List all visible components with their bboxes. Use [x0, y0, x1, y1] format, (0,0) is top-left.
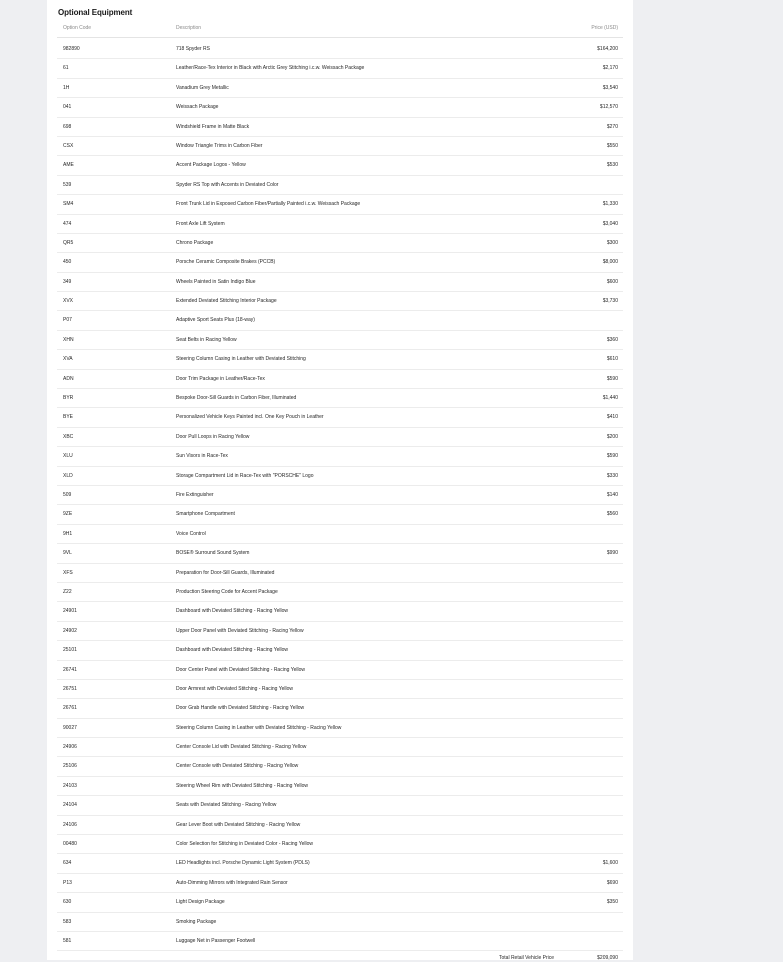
table-row: [57, 273, 623, 292]
description-cell: Extended Deviated Stitching Interior Package: [176, 298, 277, 305]
description-cell: Front Axle Lift System: [176, 220, 225, 227]
description-cell: Front Trunk Lid in Exposed Carbon Fiber/Partially Painted i.c.w. Weissach Package: [176, 201, 361, 208]
price-cell: $270: [606, 123, 618, 130]
table-row: [57, 253, 623, 272]
table-row: [57, 796, 623, 815]
description-cell: Chrono Package: [176, 239, 214, 246]
description-cell: Upper Door Panel with Deviated Stitching - Racing Yellow: [176, 627, 304, 634]
price-cell: $200: [606, 433, 618, 440]
price-cell: $12,570: [599, 104, 618, 111]
table-row: [57, 564, 623, 583]
option-code-cell: 61: [63, 65, 69, 72]
price-cell: $560: [606, 511, 618, 518]
price-cell: $530: [606, 162, 618, 169]
price-cell: $690: [606, 879, 618, 886]
option-code-cell: 24906: [63, 744, 77, 751]
description-cell: Auto-Dimming Mirrors with Integrated Rain Sensor: [176, 879, 288, 886]
total-row: [57, 952, 623, 962]
table-row: [57, 195, 623, 214]
option-code-cell: XFS: [63, 569, 73, 576]
price-cell: $300: [606, 239, 618, 246]
option-code-cell: 26751: [63, 685, 77, 692]
description-cell: Door Center Panel with Deviated Stitching - Racing Yellow: [176, 666, 305, 673]
description-cell: Storage Compartment Lid in Race-Tex with "PORSCHE" Logo: [176, 472, 314, 479]
column-header-description: Description: [176, 25, 202, 31]
column-header-price: Price (USD): [591, 25, 618, 31]
option-code-cell: 9ZE: [63, 511, 73, 518]
table-row: [57, 467, 623, 486]
description-cell: Accent Package Logos - Yellow: [176, 162, 246, 169]
price-cell: $8,000: [602, 259, 618, 266]
description-cell: Door Grab Handle with Deviated Stitching - Racing Yellow: [176, 705, 305, 712]
price-cell: $590: [606, 453, 618, 460]
description-cell: Center Console with Deviated Stitching - Racing Yellow: [176, 763, 299, 770]
table-row: [57, 583, 623, 602]
description-cell: LED Headlights incl. Porsche Dynamic Light System (PDLS): [176, 860, 310, 867]
description-cell: Smartphone Compartment: [176, 511, 235, 518]
description-cell: Sun Visors in Race-Tex: [176, 453, 228, 460]
description-cell: BOSE® Surround Sound System: [176, 550, 250, 557]
price-cell: $600: [606, 278, 618, 285]
option-code-cell: 25106: [63, 763, 77, 770]
description-cell: Door Pull Loops in Racing Yellow: [176, 433, 250, 440]
equipment-table-body: [57, 40, 623, 951]
option-code-cell: AME: [63, 162, 74, 169]
description-cell: Center Console Lid with Deviated Stitching - Racing Yellow: [176, 744, 307, 751]
table-row: [57, 331, 623, 350]
option-code-cell: XVA: [63, 356, 73, 363]
option-code-cell: P07: [63, 317, 72, 324]
option-code-cell: Z22: [63, 588, 72, 595]
option-code-cell: 9H1: [63, 530, 73, 537]
table-row: [57, 370, 623, 389]
description-cell: Leather/Race-Tex Interior in Black with Arctic Grey Stitching i.c.w. Weissach Package: [176, 65, 365, 72]
table-row: [57, 156, 623, 175]
table-row: [57, 661, 623, 680]
price-cell: $590: [606, 375, 618, 382]
description-cell: Porsche Ceramic Composite Brakes (PCCB): [176, 259, 276, 266]
table-row: [57, 176, 623, 195]
option-code-cell: 9VL: [63, 550, 72, 557]
description-cell: Steering Column Casing in Leather with Deviated Stitching - Racing Yellow: [176, 724, 342, 731]
price-cell: $1,330: [602, 201, 618, 208]
option-code-cell: 00480: [63, 841, 77, 848]
table-row: [57, 118, 623, 137]
price-cell: $360: [606, 336, 618, 343]
table-row: [57, 428, 623, 447]
table-row: [57, 59, 623, 78]
price-cell: $350: [606, 899, 618, 906]
option-code-cell: 041: [63, 104, 72, 111]
description-cell: Spyder RS Top with Accents in Deviated Color: [176, 181, 279, 188]
description-cell: Luggage Net in Passenger Footwell: [176, 937, 256, 944]
description-cell: Weissach Package: [176, 104, 219, 111]
description-cell: Window Triangle Trims in Carbon Fiber: [176, 142, 263, 149]
total-label: Total Retail Vehicle Price: [499, 955, 555, 961]
option-code-cell: XVX: [63, 298, 74, 305]
table-row: [57, 486, 623, 505]
table-row: [57, 913, 623, 932]
price-cell: $140: [606, 491, 618, 498]
option-code-cell: 450: [63, 259, 72, 266]
table-row: [57, 835, 623, 854]
option-code-cell: XLD: [63, 472, 73, 479]
price-cell: $3,040: [602, 220, 618, 227]
option-code-cell: 349: [63, 278, 72, 285]
description-cell: Voice Control: [176, 530, 206, 537]
table-row: [57, 699, 623, 718]
price-cell: $330: [606, 472, 618, 479]
table-row: [57, 350, 623, 369]
price-cell: $2,170: [602, 65, 618, 72]
table-row: [57, 757, 623, 776]
table-row: [57, 680, 623, 699]
option-code-cell: 630: [63, 899, 72, 906]
description-cell: Dashboard with Deviated Stitching - Racing Yellow: [176, 608, 289, 615]
total-value: $209,090: [597, 955, 618, 961]
table-header: [57, 20, 623, 38]
description-cell: 718 Spyder RS: [176, 46, 210, 52]
description-cell: Color Selection for Stitching in Deviated Color - Racing Yellow: [176, 841, 314, 848]
option-code-cell: 539: [63, 181, 72, 188]
table-row: [57, 602, 623, 621]
option-code-cell: XLU: [63, 453, 73, 460]
option-code-cell: 509: [63, 491, 72, 498]
option-code-cell: 24901: [63, 608, 77, 615]
table-row: [57, 641, 623, 660]
table-row: [57, 505, 623, 524]
description-cell: Steering Column Casing in Leather with Deviated Stitching: [176, 356, 306, 363]
option-code-cell: 24104: [63, 802, 77, 809]
table-row: [57, 447, 623, 466]
option-code-cell: ADN: [63, 375, 74, 382]
table-row: [57, 719, 623, 738]
table-row: [57, 137, 623, 156]
price-cell: $550: [606, 142, 618, 149]
option-code-cell: 25101: [63, 647, 77, 654]
table-row: [57, 544, 623, 563]
description-cell: Smoking Package: [176, 918, 217, 925]
option-code-cell: 474: [63, 220, 72, 227]
table-row: [57, 292, 623, 311]
price-cell: $410: [606, 414, 618, 421]
table-row: [57, 738, 623, 757]
table-row: [57, 40, 623, 59]
table-row: [57, 215, 623, 234]
option-code-cell: XBC: [63, 433, 74, 440]
column-header-option-code: Option Code: [63, 25, 92, 31]
description-cell: Steering Wheel Rim with Deviated Stitching - Racing Yellow: [176, 782, 309, 789]
description-cell: Adaptive Sport Seats Plus (18-way): [176, 317, 255, 324]
description-cell: Windshield Frame in Matte Black: [176, 123, 250, 130]
table-row: [57, 234, 623, 253]
table-row: [57, 777, 623, 796]
table-row: [57, 408, 623, 427]
option-code-cell: 24902: [63, 627, 77, 634]
description-cell: Light Design Package: [176, 899, 225, 906]
table-row: [57, 311, 623, 330]
option-code-cell: 1H: [63, 84, 70, 91]
table-row: [57, 525, 623, 544]
description-cell: Dashboard with Deviated Stitching - Racing Yellow: [176, 647, 289, 654]
table-row: [57, 98, 623, 117]
price-cell: $1,440: [602, 395, 618, 402]
table-row: [57, 389, 623, 408]
option-code-cell: BYE: [63, 414, 74, 421]
description-cell: Production Steering Code for Accent Package: [176, 588, 278, 595]
option-code-cell: XHN: [63, 336, 74, 343]
description-cell: Seats with Deviated Stitching - Racing Yellow: [176, 802, 277, 809]
option-code-cell: 581: [63, 937, 72, 944]
option-code-cell: QR5: [63, 239, 74, 246]
option-code-cell: 698: [63, 123, 72, 130]
description-cell: Fire Extinguisher: [176, 491, 214, 498]
option-code-cell: 26761: [63, 705, 77, 712]
table-row: [57, 893, 623, 912]
optional-equipment-panel: [47, 0, 633, 960]
description-cell: Bespoke Door-Sill Guards in Carbon Fiber, Illuminated: [176, 395, 297, 402]
option-code-cell: SM4: [63, 201, 74, 208]
price-cell: $610: [606, 356, 618, 363]
option-code-cell: BYR: [63, 395, 74, 402]
description-cell: Door Trim Package in Leather/Race-Tex: [176, 375, 265, 382]
price-cell: $164,200: [597, 46, 618, 52]
table-row: [57, 816, 623, 835]
table-row: [57, 622, 623, 641]
option-code-cell: P13: [63, 879, 72, 886]
description-cell: Preparation for Door-Sill Guards, Illuminated: [176, 569, 275, 576]
table-row: [57, 874, 623, 893]
table-row: [57, 932, 623, 951]
price-cell: $3,540: [602, 84, 618, 91]
option-code-cell: 24103: [63, 782, 77, 789]
option-code-cell: CSX: [63, 142, 74, 149]
price-cell: $1,600: [602, 860, 618, 867]
description-cell: Seat Belts in Racing Yellow: [176, 336, 237, 343]
option-code-cell: 90027: [63, 724, 77, 731]
option-code-cell: 26741: [63, 666, 77, 673]
description-cell: Door Armrest with Deviated Stitching - Racing Yellow: [176, 685, 293, 692]
table-row: [57, 854, 623, 873]
price-cell: $990: [606, 550, 618, 557]
description-cell: Gear Lever Boot with Deviated Stitching - Racing Yellow: [176, 821, 301, 828]
option-code-cell: 982890: [63, 46, 80, 52]
option-code-cell: 634: [63, 860, 72, 867]
section-title: Optional Equipment: [58, 8, 133, 17]
option-code-cell: 583: [63, 918, 72, 925]
description-cell: Vanadium Grey Metallic: [176, 84, 229, 91]
option-code-cell: 24106: [63, 821, 77, 828]
description-cell: Wheels Painted in Satin Indigo Blue: [176, 278, 256, 285]
price-cell: $3,730: [602, 298, 618, 305]
description-cell: Personalized Vehicle Keys Painted incl. One Key Pouch in Leather: [176, 414, 324, 421]
table-row: [57, 79, 623, 98]
